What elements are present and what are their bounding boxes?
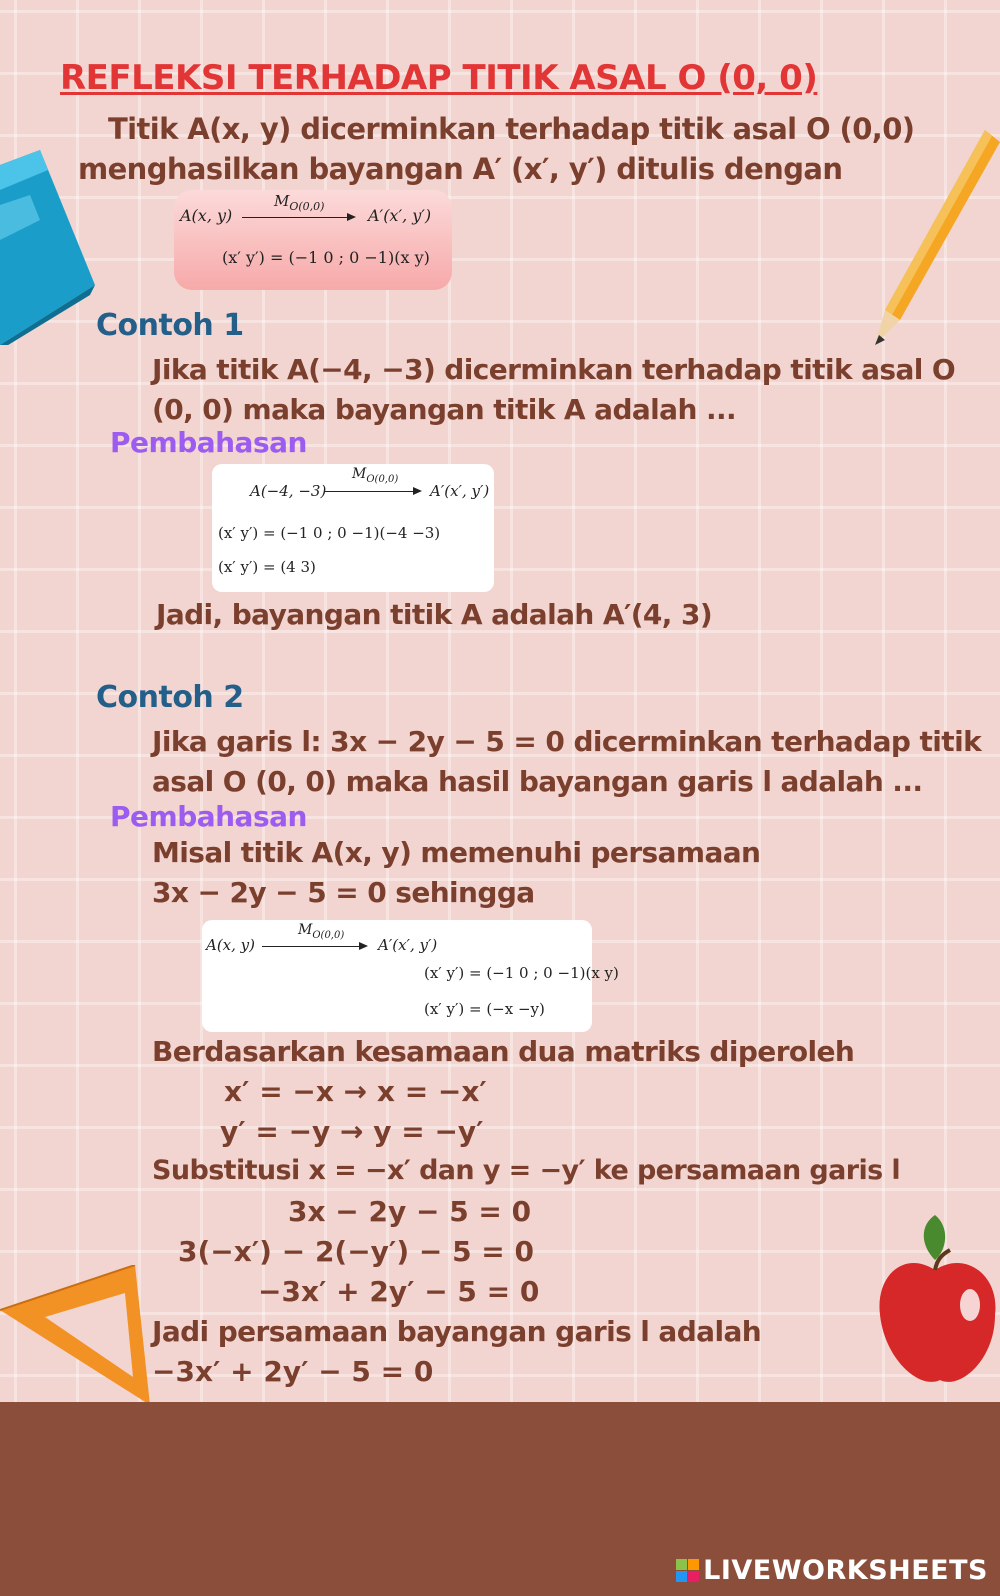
example2-conclusion-2: −3x′ + 2y′ − 5 = 0 [152,1355,434,1388]
apple-icon [875,1215,1000,1395]
example2-question-line-2: asal O (0, 0) maka hasil bayangan garis l adalah ... [152,765,923,798]
example2-step-1: Misal titik A(x, y) memenuhi persamaan [152,836,761,869]
example2-arrow [262,946,366,947]
intro-line-1: Titik A(x, y) dicerminkan terhadap titik asal O (0,0) [108,112,915,146]
example1-map-label: $M_{O(0,0)}$ [352,466,399,485]
formula-matrix: (x′ y′) = (−1 0 ; 0 −1)(x y) [222,248,430,267]
example1-question-line-2: (0, 0) maka bayangan titik A adalah ... [152,393,737,426]
page-title: REFLEKSI TERHADAP TITIK ASAL O (0, 0) [60,58,818,98]
example2-substitution-3: −3x′ + 2y′ − 5 = 0 [258,1275,540,1308]
intro-line-2: menghasilkan bayangan A′ (x′, y′) ditulis dengan [78,152,843,186]
example1-arrow [324,491,420,492]
ruler-triangle-icon [0,1265,160,1402]
general-formula-box [174,190,452,290]
example1-matrix-step: (x′ y′) = (−1 0 ; 0 −1)(−4 −3) [218,524,441,542]
brand-name: LIVEWORKSHEETS [703,1555,988,1586]
example2-heading: Contoh 2 [96,680,244,715]
pencil-icon [870,130,1000,355]
example2-question-line-1: Jika garis l: 3x − 2y − 5 = 0 dicerminkan terhadap titik [152,725,982,758]
example1-formula-box [212,464,494,592]
example2-pembahasan: Pembahasan [110,800,307,833]
example2-eq-2: y′ = −y → y = −y′ [220,1115,484,1148]
formula-map-label: $M_{O(0,0)}$ [274,192,325,213]
example1-question-line-1: Jika titik A(−4, −3) dicerminkan terhadap titik asal O [152,353,956,386]
example2-step-4: Substitusi x = −x′ dan y = −y′ ke persamaan garis l [152,1155,901,1186]
example1-result-step: (x′ y′) = (4 3) [218,558,316,576]
example2-map-right: A′(x′, y′) [378,936,438,954]
example2-eq-1: x′ = −x → x = −x′ [224,1075,487,1108]
example2-step-3: Berdasarkan kesamaan dua matriks diperoleh [152,1035,855,1068]
example2-conclusion-1: Jadi persamaan bayangan garis l adalah [152,1315,762,1348]
example1-conclusion: Jadi, bayangan titik A adalah A′(4, 3) [156,598,713,631]
example2-map-label: $M_{O(0,0)}$ [298,922,345,941]
example1-map-right: A′(x′, y′) [430,482,490,500]
example1-map-left: A(−4, −3) [250,482,327,500]
liveworksheets-logo-icon [676,1559,699,1582]
footer-bar [0,1402,1000,1596]
example2-formula-box [202,920,619,1032]
example1-heading: Contoh 1 [96,308,244,343]
example2-map-left: A(x, y) [206,936,256,954]
example2-substitution-1: 3x − 2y − 5 = 0 [288,1195,532,1228]
example2-step-2: 3x − 2y − 5 = 0 sehingga [152,876,535,909]
formula-right: A′(x′, y′) [368,206,432,225]
example1-pembahasan: Pembahasan [110,426,307,459]
formula-arrow [242,217,354,218]
brand-link[interactable] [676,1555,988,1586]
example2-result-step: (x′ y′) = (−x −y) [424,1000,545,1018]
example2-matrix-step: (x′ y′) = (−1 0 ; 0 −1)(x y) [424,964,619,982]
formula-left: A(x, y) [180,206,233,225]
example2-substitution-2: 3(−x′) − 2(−y′) − 5 = 0 [178,1235,534,1268]
